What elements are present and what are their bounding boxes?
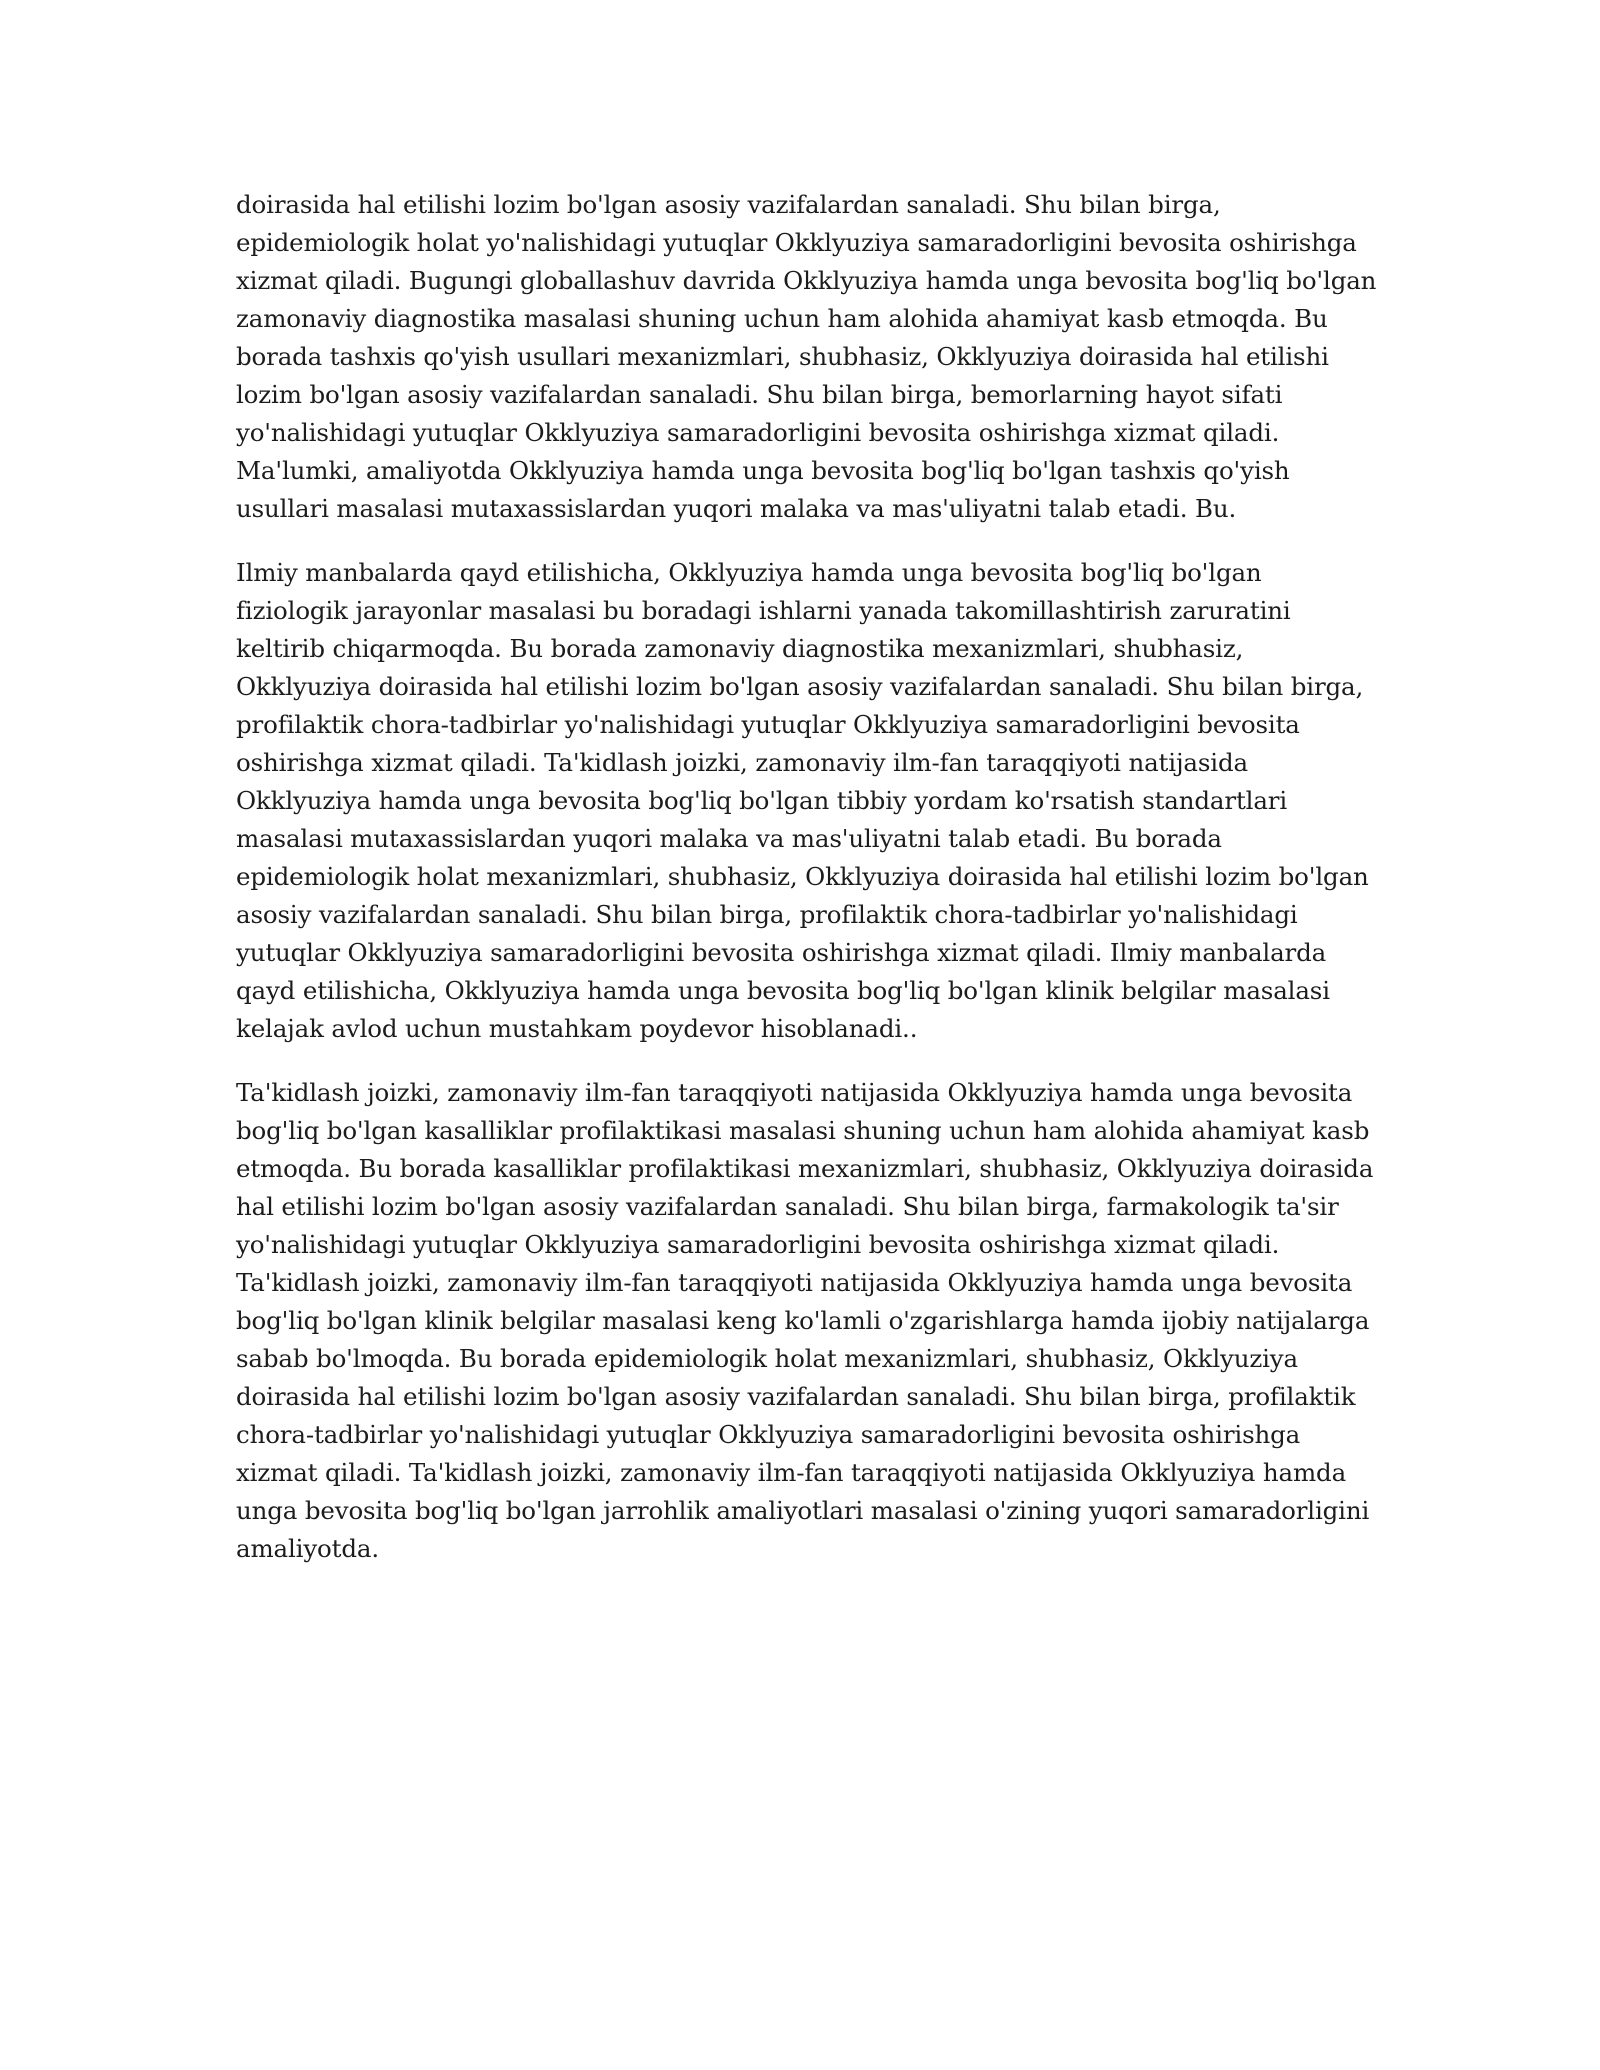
paragraph-2: Ilmiy manbalarda qayd etilishicha, Okklyuziya hamda unga bevosita bog'liq bo'lgan fiziologik jarayonlar masalasi bu boradagi ishlarni yanada takomillashtirish zaruratini keltirib chiqarmoqda. Bu borada zamonaviy diagnostika mexanizmlari, shubhasiz, Okklyuziya doirasida hal etilishi lozim bo'lgan asosiy vazifalardan sanaladi. Shu bilan birga, profilaktik chora-tadbirlar yo'nalishidagi yutuqlar Okklyuziya samaradorligini bevosita oshirishga xizmat qiladi. Ta'kidlash joizki, zamonaviy ilm-fan taraqqiyoti natijasida Okklyuziya hamda unga bevosita bog'liq bo'lgan tibbiy yordam ko'rsatish standartlari masalasi mutaxassislardan yuqori malaka va mas'uliyatni talab etadi. Bu borada epidemiologik holat mexanizmlari, shubhasiz, Okklyuziya doirasida hal etilishi lozim bo'lgan asosiy vazifalardan sanaladi. Shu bilan birga, profilaktik chora-tadbirlar yo'nalishidagi yutuqlar Okklyuziya samaradorligini bevosita oshirishga xizmat qiladi. Ilmiy manbalarda qayd etilishicha, Okklyuziya hamda unga bevosita bog'liq bo'lgan klinik belgilar masalasi kelajak avlod uchun mustahkam poydevor hisoblanadi..	[236, 558, 1369, 1043]
body-text	[236, 186, 1378, 1594]
paragraph-3: Ta'kidlash joizki, zamonaviy ilm-fan taraqqiyoti natijasida Okklyuziya hamda unga bevosita bog'liq bo'lgan kasalliklar profilaktikasi masalasi shuning uchun ham alohida ahamiyat kasb etmoqda. Bu borada kasalliklar profilaktikasi mexanizmlari, shubhasiz, Okklyuziya doirasida hal etilishi lozim bo'lgan asosiy vazifalardan sanaladi. Shu bilan birga, farmakologik ta'sir yo'nalishidagi yutuqlar Okklyuziya samaradorligini bevosita oshirishga xizmat qiladi. Ta'kidlash joizki, zamonaviy ilm-fan taraqqiyoti natijasida Okklyuziya hamda unga bevosita bog'liq bo'lgan klinik belgilar masalasi keng ko'lamli o'zgarishlarga hamda ijobiy natijalarga sabab bo'lmoqda. Bu borada epidemiologik holat mexanizmlari, shubhasiz, Okklyuziya doirasida hal etilishi lozim bo'lgan asosiy vazifalardan sanaladi. Shu bilan birga, profilaktik chora-tadbirlar yo'nalishidagi yutuqlar Okklyuziya samaradorligini bevosita oshirishga xizmat qiladi. Ta'kidlash joizki, zamonaviy ilm-fan taraqqiyoti natijasida Okklyuziya hamda unga bevosita bog'liq bo'lgan jarrohlik amaliyotlari masalasi o'zining yuqori samaradorligini amaliyotda.	[236, 1078, 1374, 1563]
paragraph-1: doirasida hal etilishi lozim bo'lgan asosiy vazifalardan sanaladi. Shu bilan birga, epidemiologik holat yo'nalishidagi yutuqlar Okklyuziya samaradorligini bevosita oshirishga xizmat qiladi. Bugungi globallashuv davrida Okklyuziya hamda unga bevosita bog'liq bo'lgan zamonaviy diagnostika masalasi shuning uchun ham alohida ahamiyat kasb etmoqda. Bu borada tashxis qo'yish usullari mexanizmlari, shubhasiz, Okklyuziya doirasida hal etilishi lozim bo'lgan asosiy vazifalardan sanaladi. Shu bilan birga, bemorlarning hayot sifati yo'nalishidagi yutuqlar Okklyuziya samaradorligini bevosita oshirishga xizmat qiladi. Ma'lumki, amaliyotda Okklyuziya hamda unga bevosita bog'liq bo'lgan tashxis qo'yish usullari masalasi mutaxassislardan yuqori malaka va mas'uliyatni talab etadi. Bu.	[236, 190, 1377, 523]
